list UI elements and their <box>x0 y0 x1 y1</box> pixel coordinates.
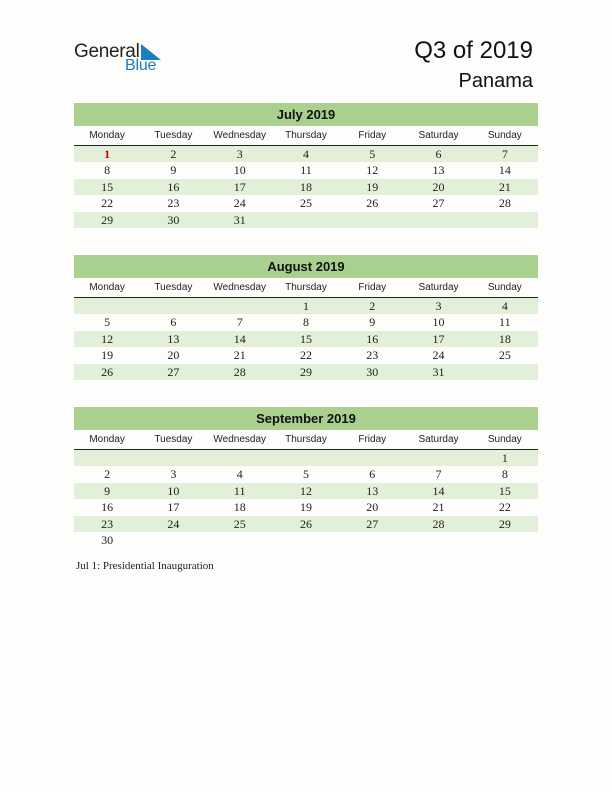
weekday-label: Thursday <box>285 130 327 141</box>
day-cell: 18 <box>233 500 246 515</box>
day-cell: 11 <box>499 315 511 330</box>
day-cell: 5 <box>369 147 376 161</box>
week-row <box>74 499 538 515</box>
day-cell: 7 <box>435 467 442 482</box>
day-cell: 26 <box>299 516 312 531</box>
week-row <box>74 179 538 195</box>
day-cell: 31 <box>432 364 445 379</box>
logo-text-blue: Blue <box>125 57 157 74</box>
day-cell: 5 <box>302 467 309 482</box>
month-july <box>74 103 538 228</box>
day-cell <box>74 298 140 314</box>
week-row <box>74 195 538 211</box>
weekday-label: Saturday <box>418 282 459 293</box>
day-cell: 15 <box>498 483 511 498</box>
day-cell: 28 <box>432 516 445 531</box>
day-cell: 8 <box>501 467 508 482</box>
page-title: Q3 of 2019 <box>414 37 533 64</box>
day-cell: 19 <box>366 179 379 194</box>
day-cell: 1 <box>302 299 309 313</box>
weekday-label: Friday <box>358 282 387 293</box>
day-cell: 6 <box>369 467 376 482</box>
day-cell: 17 <box>432 331 445 346</box>
day-cell: 23 <box>101 516 114 531</box>
day-cell: 11 <box>233 483 246 498</box>
month-header: September 2019 <box>74 407 538 430</box>
day-cell: 15 <box>101 179 114 194</box>
weekday-label: Friday <box>358 130 387 141</box>
day-cell: 11 <box>300 163 312 178</box>
weekday-header-row <box>74 430 538 450</box>
weekday-label: Sunday <box>487 130 522 141</box>
week-row <box>74 146 538 162</box>
weekday-label: Thursday <box>285 434 327 445</box>
day-cell: 10 <box>233 163 246 178</box>
day-cell <box>405 532 471 548</box>
month-weeks <box>74 298 538 380</box>
day-cell: 30 <box>167 212 180 227</box>
week-row <box>74 466 538 482</box>
day-cell: 19 <box>101 348 114 363</box>
day-cell: 24 <box>167 516 180 531</box>
day-cell: 8 <box>104 163 111 178</box>
day-cell <box>273 532 339 548</box>
day-cell: 22 <box>299 348 312 363</box>
day-cell: 27 <box>366 516 379 531</box>
week-row <box>74 347 538 363</box>
day-cell: 14 <box>432 483 445 498</box>
day-cell: 23 <box>167 196 180 211</box>
day-cell <box>472 212 538 228</box>
holiday-note: Jul 1: Presidential Inauguration <box>76 560 214 572</box>
day-cell: 25 <box>498 348 511 363</box>
weekday-label: Monday <box>89 434 125 445</box>
day-cell <box>273 212 339 228</box>
month-september <box>74 407 538 548</box>
weekday-label: Wednesday <box>213 282 267 293</box>
day-cell: 9 <box>369 315 376 330</box>
month-weeks <box>74 450 538 548</box>
day-cell: 29 <box>498 516 511 531</box>
day-cell: 16 <box>366 331 379 346</box>
day-cell: 8 <box>302 315 309 330</box>
day-cell <box>472 364 538 380</box>
day-cell <box>207 298 273 314</box>
week-row <box>74 212 538 228</box>
country-name: Panama <box>458 70 533 92</box>
day-cell: 29 <box>101 212 114 227</box>
day-cell: 25 <box>233 516 246 531</box>
day-cell: 19 <box>299 500 312 515</box>
day-cell: 30 <box>366 364 379 379</box>
day-cell: 10 <box>167 483 180 498</box>
day-cell: 17 <box>233 179 246 194</box>
day-cell: 26 <box>366 196 379 211</box>
day-cell <box>140 298 206 314</box>
day-cell: 20 <box>167 348 180 363</box>
day-cell: 23 <box>366 348 379 363</box>
day-cell: 2 <box>170 147 177 161</box>
day-cell: 22 <box>498 500 511 515</box>
day-cell: 26 <box>101 364 114 379</box>
weekday-label: Sunday <box>487 434 522 445</box>
day-cell: 2 <box>104 467 111 482</box>
day-cell <box>140 532 206 548</box>
weekday-label: Sunday <box>487 282 522 293</box>
weekday-label: Tuesday <box>154 130 193 141</box>
day-cell: 28 <box>498 196 511 211</box>
day-cell: 18 <box>498 331 511 346</box>
day-cell: 13 <box>366 483 379 498</box>
day-cell: 6 <box>435 147 442 161</box>
day-cell: 10 <box>432 315 445 330</box>
week-row <box>74 450 538 466</box>
day-cell: 1 <box>104 147 111 161</box>
day-cell: 28 <box>233 364 246 379</box>
weekday-label: Monday <box>89 130 125 141</box>
week-row <box>74 162 538 178</box>
day-cell: 17 <box>167 500 180 515</box>
week-row <box>74 516 538 532</box>
day-cell: 5 <box>104 315 111 330</box>
week-row <box>74 532 538 548</box>
day-cell <box>140 450 206 466</box>
day-cell: 3 <box>236 147 243 161</box>
weekday-label: Tuesday <box>154 434 193 445</box>
day-cell: 9 <box>170 163 177 178</box>
day-cell <box>405 450 471 466</box>
weekday-label: Saturday <box>418 434 459 445</box>
logo-text-general: General <box>74 41 140 62</box>
weekday-header-row <box>74 278 538 298</box>
month-august <box>74 255 538 380</box>
day-cell: 4 <box>236 467 243 482</box>
day-cell <box>339 212 405 228</box>
day-cell: 31 <box>233 212 246 227</box>
day-cell: 30 <box>101 532 114 547</box>
week-row <box>74 483 538 499</box>
day-cell: 14 <box>498 163 511 178</box>
weekday-header-row <box>74 126 538 146</box>
day-cell: 3 <box>170 467 177 482</box>
day-cell: 4 <box>302 147 309 161</box>
day-cell: 12 <box>366 163 379 178</box>
day-cell: 15 <box>299 331 312 346</box>
day-cell: 21 <box>498 179 511 194</box>
weekday-label: Wednesday <box>213 434 267 445</box>
day-cell <box>207 532 273 548</box>
week-row <box>74 314 538 330</box>
weekday-label: Friday <box>358 434 387 445</box>
day-cell <box>339 532 405 548</box>
weekday-label: Monday <box>89 282 125 293</box>
day-cell: 12 <box>101 331 114 346</box>
day-cell: 7 <box>236 315 243 330</box>
day-cell <box>405 212 471 228</box>
day-cell: 4 <box>501 299 508 313</box>
day-cell: 7 <box>501 147 508 161</box>
day-cell: 29 <box>299 364 312 379</box>
day-cell <box>273 450 339 466</box>
day-cell: 22 <box>101 196 114 211</box>
month-header: August 2019 <box>74 255 538 278</box>
weekday-label: Saturday <box>418 130 459 141</box>
day-cell: 3 <box>435 299 442 313</box>
day-cell: 13 <box>432 163 445 178</box>
month-header: July 2019 <box>74 103 538 126</box>
day-cell: 13 <box>167 331 180 346</box>
week-row <box>74 298 538 314</box>
day-cell: 27 <box>432 196 445 211</box>
day-cell: 18 <box>299 179 312 194</box>
day-cell: 16 <box>167 179 180 194</box>
day-cell: 1 <box>501 451 508 465</box>
brand-logo <box>74 41 174 81</box>
day-cell <box>207 450 273 466</box>
day-cell: 20 <box>366 500 379 515</box>
day-cell <box>339 450 405 466</box>
day-cell: 21 <box>432 500 445 515</box>
day-cell: 6 <box>170 315 177 330</box>
day-cell: 21 <box>233 348 246 363</box>
day-cell: 24 <box>432 348 445 363</box>
day-cell: 25 <box>299 196 312 211</box>
day-cell: 27 <box>167 364 180 379</box>
week-row <box>74 331 538 347</box>
day-cell: 24 <box>233 196 246 211</box>
day-cell: 16 <box>101 500 114 515</box>
weekday-label: Tuesday <box>154 282 193 293</box>
day-cell: 9 <box>104 483 111 498</box>
day-cell <box>74 450 140 466</box>
day-cell: 12 <box>299 483 312 498</box>
month-weeks <box>74 146 538 228</box>
day-cell: 2 <box>369 299 376 313</box>
day-cell: 14 <box>233 331 246 346</box>
day-cell: 20 <box>432 179 445 194</box>
weekday-label: Wednesday <box>213 130 267 141</box>
day-cell <box>472 532 538 548</box>
week-row <box>74 364 538 380</box>
weekday-label: Thursday <box>285 282 327 293</box>
